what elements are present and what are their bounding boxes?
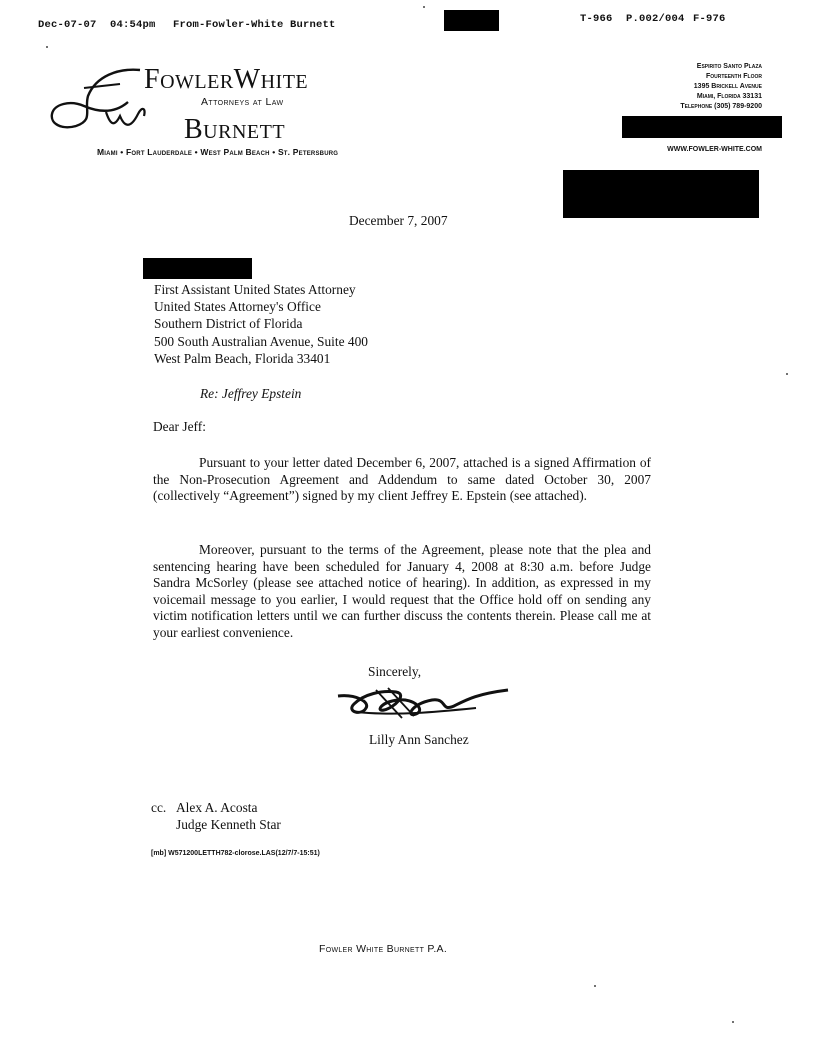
redaction-block [622, 116, 782, 138]
scan-speck [786, 373, 788, 375]
body-paragraph-1: Pursuant to your letter dated December 6, 2007, attached is a signed Affirmation of the Non-Prosecution Agreement and Addendum to same dated October 30, 2007 (collectively “Agreement”) signed by my client Jeffrey E. Epstein (see attached). [153, 455, 651, 503]
closing: Sincerely, [368, 664, 422, 679]
firm-address-block [562, 62, 762, 112]
scan-speck [423, 6, 425, 8]
cc-recipient: Alex A. Acosta [176, 800, 258, 815]
fax-time: 04:54pm [110, 19, 156, 31]
body-paragraph-2: Moreover, pursuant to the terms of the Agreement, please note that the plea and sentencing hearing have been scheduled for January 4, 2008 at 8:30 a.m. before Judge Sandra McSorley (please see attached notice of hearing). In addition, as expressed in my voicemail message to you earlier, I would request that the Office hold off on sending any victim notification letters until we can further discuss the contents therein. Please call me at your earliest convenience. [153, 542, 651, 640]
scan-speck [594, 985, 596, 987]
scan-speck [732, 1021, 734, 1023]
fax-transmission-id: T-966 [580, 13, 613, 25]
file-reference: [mb] W571200LETTH782-clorose.LAS(12/7/7-15:51) [151, 850, 320, 857]
floor-line: Fourteenth Floor [705, 73, 762, 80]
re-subject-line: Re: Jeffrey Epstein [200, 386, 302, 401]
city-line: Miami, Florida 33131 [696, 93, 762, 100]
office-locations: Miami • Fort Lauderdale • West Palm Beach • St. Petersburg [97, 147, 339, 157]
firm-name-line1: FowlerWhite [144, 64, 309, 95]
fax-from: From-Fowler-White Burnett [173, 19, 336, 31]
footer-firm-name: Fowler White Burnett P.A. [319, 943, 448, 955]
recipient-line: Southern District of Florida [154, 316, 303, 332]
signer-name: Lilly Ann Sanchez [369, 732, 469, 747]
telephone-line: Telephone (305) 789-9200 [680, 103, 762, 110]
letter-date: December 7, 2007 [349, 213, 448, 228]
recipient-line: 500 South Australian Avenue, Suite 400 [154, 333, 368, 349]
street-line: 1395 Brickell Avenue [693, 83, 762, 90]
fax-code: F-976 [693, 13, 726, 25]
salutation: Dear Jeff: [153, 419, 206, 434]
redaction-block [444, 10, 499, 31]
recipient-line: United States Attorney's Office [154, 299, 321, 315]
cc-label: cc. [151, 800, 167, 815]
redaction-block [563, 170, 759, 218]
signature-icon [336, 682, 511, 722]
monogram-icon [48, 62, 158, 142]
building-name: Espirito Santo Plaza [696, 63, 762, 70]
redaction-block [143, 258, 252, 279]
fax-page-number: P.002/004 [626, 13, 685, 25]
attorneys-at-law-label: Attorneys at Law [201, 96, 284, 108]
firm-website: WWW.FOWLER-WHITE.COM [667, 146, 762, 153]
fax-date: Dec-07-07 [38, 19, 97, 31]
cc-recipient: Judge Kenneth Star [176, 817, 281, 832]
firm-monogram-logo [48, 62, 158, 142]
recipient-line: First Assistant United States Attorney [154, 282, 356, 297]
recipient-address [154, 281, 368, 367]
scan-speck [46, 46, 48, 48]
handwritten-signature [336, 682, 511, 722]
firm-name-line2: Burnett [184, 114, 286, 145]
recipient-line: West Palm Beach, Florida 33401 [154, 350, 331, 366]
